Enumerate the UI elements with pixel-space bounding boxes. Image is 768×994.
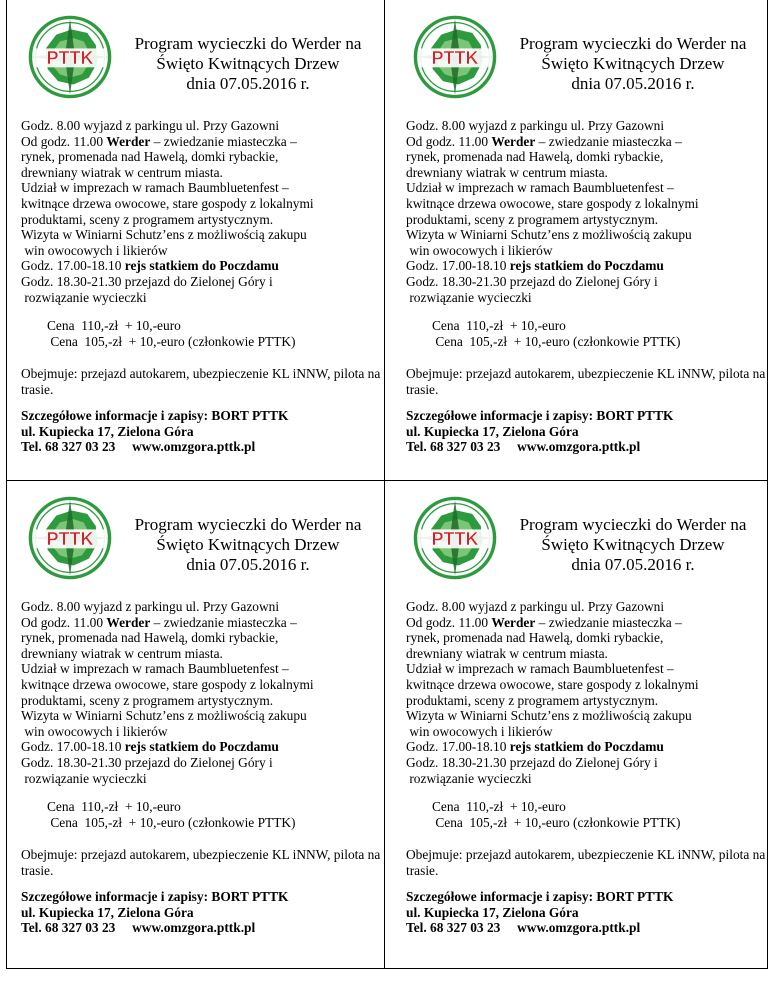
pttk-logo-icon [27, 14, 113, 100]
program-text [21, 599, 377, 786]
contact-info [406, 889, 673, 936]
contact-line: Tel. 68 327 03 23 www.omzgora.pttk.pl [406, 439, 641, 455]
contact-line: ul. Kupiecka 17, Zielona Góra [21, 904, 194, 920]
price-list [47, 318, 296, 349]
svg-text:PTTK: PTTK [431, 47, 479, 68]
flyer-title [498, 515, 768, 575]
program-line: Godz. 8.00 wyjazd z parkingu ul. Przy Gazowni [406, 118, 665, 133]
program-line: Godz. 18.30-21.30 przejazd do Zielonej Góry i [406, 754, 658, 770]
contact-info [21, 408, 288, 455]
flyer-card [392, 0, 766, 470]
title-line: Program wycieczki do Werder na [519, 34, 747, 53]
price-list [432, 318, 681, 349]
program-line: produktami, sceny z programem artystycznym. [406, 211, 659, 227]
program-line: Udział w imprezach w ramach Baumbluetenfest – [406, 661, 674, 677]
program-line: Od godz. 11.00 Werder – zwiedzanie miasteczka – [406, 133, 682, 149]
pttk-logo-icon [412, 495, 498, 581]
program-line: Wizyta w Winiarni Schutz’ens z możliwością zakupu [21, 227, 307, 243]
svg-text:PTTK: PTTK [431, 528, 479, 549]
program-text [406, 118, 762, 305]
program-text [406, 599, 762, 786]
title-line: dnia 07.05.2016 r. [571, 555, 695, 574]
program-line: kwitnące drzewa owocowe, stare gospody z lokalnymi [21, 195, 314, 211]
contact-line: ul. Kupiecka 17, Zielona Góra [21, 423, 194, 439]
contact-line: Szczegółowe informacje i zapisy: BORT PTTK [406, 889, 674, 904]
program-line: Godz. 17.00-18.10 rejs statkiem do Poczdamu [406, 258, 664, 274]
program-line: Godz. 17.00-18.10 rejs statkiem do Poczdamu [21, 258, 279, 274]
flyer-title [113, 34, 383, 94]
title-line: dnia 07.05.2016 r. [186, 74, 310, 93]
title-line: Święto Kwitnących Drzew [156, 54, 340, 73]
program-line: drewniany wiatrak w centrum miasta. [406, 164, 608, 180]
title-line: Święto Kwitnących Drzew [156, 535, 340, 554]
vertical-divider [384, 0, 385, 968]
program-line: Od godz. 11.00 Werder – zwiedzanie miasteczka – [21, 133, 297, 149]
price-line: Cena 110,-zł + 10,-euro [432, 318, 566, 333]
program-line: rozwiązanie wycieczki [406, 289, 532, 305]
price-list [47, 799, 296, 830]
title-line: Święto Kwitnących Drzew [541, 535, 725, 554]
program-line: win owocowych i likierów [406, 723, 553, 739]
program-line: drewniany wiatrak w centrum miasta. [406, 645, 608, 661]
includes-text: Obejmuje: przejazd autokarem, ubezpieczenie KL iNNW, pilota na trasie. [21, 847, 381, 878]
program-line: rozwiązanie wycieczki [406, 770, 532, 786]
program-line: drewniany wiatrak w centrum miasta. [21, 164, 223, 180]
program-line: produktami, sceny z programem artystycznym. [21, 692, 274, 708]
title-line: Święto Kwitnących Drzew [541, 54, 725, 73]
price-line: Cena 105,-zł + 10,-euro (członkowie PTTK) [432, 814, 681, 830]
program-line: Godz. 8.00 wyjazd z parkingu ul. Przy Gazowni [406, 599, 665, 614]
svg-text:PTTK: PTTK [46, 47, 94, 68]
price-line: Cena 105,-zł + 10,-euro (członkowie PTTK) [47, 814, 296, 830]
contact-line: ul. Kupiecka 17, Zielona Góra [406, 904, 579, 920]
program-line: Godz. 8.00 wyjazd z parkingu ul. Przy Gazowni [21, 118, 280, 133]
contact-info [406, 408, 673, 455]
program-line: rynek, promenada nad Hawelą, domki rybackie, [21, 630, 279, 646]
program-line: win owocowych i likierów [21, 723, 168, 739]
program-line: Wizyta w Winiarni Schutz’ens z możliwością zakupu [21, 708, 307, 724]
contact-line: Szczegółowe informacje i zapisy: BORT PTTK [21, 408, 289, 423]
contact-line: Tel. 68 327 03 23 www.omzgora.pttk.pl [406, 920, 641, 936]
flyer-card [7, 0, 381, 470]
program-line: Godz. 18.30-21.30 przejazd do Zielonej Góry i [406, 273, 658, 289]
title-line: Program wycieczki do Werder na [134, 515, 362, 534]
includes-text: Obejmuje: przejazd autokarem, ubezpieczenie KL iNNW, pilota na trasie. [21, 366, 381, 397]
price-line: Cena 105,-zł + 10,-euro (członkowie PTTK) [432, 333, 681, 349]
program-line: Godz. 18.30-21.30 przejazd do Zielonej Góry i [21, 754, 273, 770]
pttk-logo-icon [27, 495, 113, 581]
program-line: kwitnące drzewa owocowe, stare gospody z lokalnymi [21, 676, 314, 692]
flyer-title [498, 34, 768, 94]
price-line: Cena 105,-zł + 10,-euro (członkowie PTTK) [47, 333, 296, 349]
program-line: Wizyta w Winiarni Schutz’ens z możliwością zakupu [406, 227, 692, 243]
svg-text:PTTK: PTTK [46, 528, 94, 549]
includes-text: Obejmuje: przejazd autokarem, ubezpieczenie KL iNNW, pilota na trasie. [406, 847, 766, 878]
title-line: dnia 07.05.2016 r. [571, 74, 695, 93]
flyer-title [113, 515, 383, 575]
program-line: Udział w imprezach w ramach Baumbluetenfest – [21, 661, 289, 677]
contact-line: Szczegółowe informacje i zapisy: BORT PTTK [406, 408, 674, 423]
program-line: Udział w imprezach w ramach Baumbluetenfest – [406, 180, 674, 196]
program-line: rynek, promenada nad Hawelą, domki rybackie, [406, 149, 664, 165]
program-line: drewniany wiatrak w centrum miasta. [21, 645, 223, 661]
program-line: rynek, promenada nad Hawelą, domki rybackie, [406, 630, 664, 646]
program-line: kwitnące drzewa owocowe, stare gospody z lokalnymi [406, 676, 699, 692]
price-line: Cena 110,-zł + 10,-euro [47, 799, 181, 814]
program-line: Godz. 17.00-18.10 rejs statkiem do Poczdamu [21, 739, 279, 755]
title-line: Program wycieczki do Werder na [134, 34, 362, 53]
program-line: kwitnące drzewa owocowe, stare gospody z lokalnymi [406, 195, 699, 211]
program-line: Wizyta w Winiarni Schutz’ens z możliwością zakupu [406, 708, 692, 724]
program-line: Od godz. 11.00 Werder – zwiedzanie miasteczka – [21, 614, 297, 630]
program-line: win owocowych i likierów [406, 242, 553, 258]
program-line: Udział w imprezach w ramach Baumbluetenfest – [21, 180, 289, 196]
contact-line: Szczegółowe informacje i zapisy: BORT PTTK [21, 889, 289, 904]
title-line: dnia 07.05.2016 r. [186, 555, 310, 574]
flyer-card [392, 481, 766, 951]
program-line: Godz. 17.00-18.10 rejs statkiem do Poczdamu [406, 739, 664, 755]
program-line: rozwiązanie wycieczki [21, 289, 147, 305]
program-line: win owocowych i likierów [21, 242, 168, 258]
price-line: Cena 110,-zł + 10,-euro [432, 799, 566, 814]
contact-line: Tel. 68 327 03 23 www.omzgora.pttk.pl [21, 920, 256, 936]
price-line: Cena 110,-zł + 10,-euro [47, 318, 181, 333]
program-line: Godz. 8.00 wyjazd z parkingu ul. Przy Gazowni [21, 599, 280, 614]
title-line: Program wycieczki do Werder na [519, 515, 747, 534]
flyer-card [7, 481, 381, 951]
price-list [432, 799, 681, 830]
contact-info [21, 889, 288, 936]
program-text [21, 118, 377, 305]
program-line: Od godz. 11.00 Werder – zwiedzanie miasteczka – [406, 614, 682, 630]
includes-text: Obejmuje: przejazd autokarem, ubezpieczenie KL iNNW, pilota na trasie. [406, 366, 766, 397]
program-line: Godz. 18.30-21.30 przejazd do Zielonej Góry i [21, 273, 273, 289]
contact-line: ul. Kupiecka 17, Zielona Góra [406, 423, 579, 439]
program-line: rozwiązanie wycieczki [21, 770, 147, 786]
program-line: produktami, sceny z programem artystycznym. [21, 211, 274, 227]
program-line: rynek, promenada nad Hawelą, domki rybackie, [21, 149, 279, 165]
program-line: produktami, sceny z programem artystycznym. [406, 692, 659, 708]
contact-line: Tel. 68 327 03 23 www.omzgora.pttk.pl [21, 439, 256, 455]
pttk-logo-icon [412, 14, 498, 100]
